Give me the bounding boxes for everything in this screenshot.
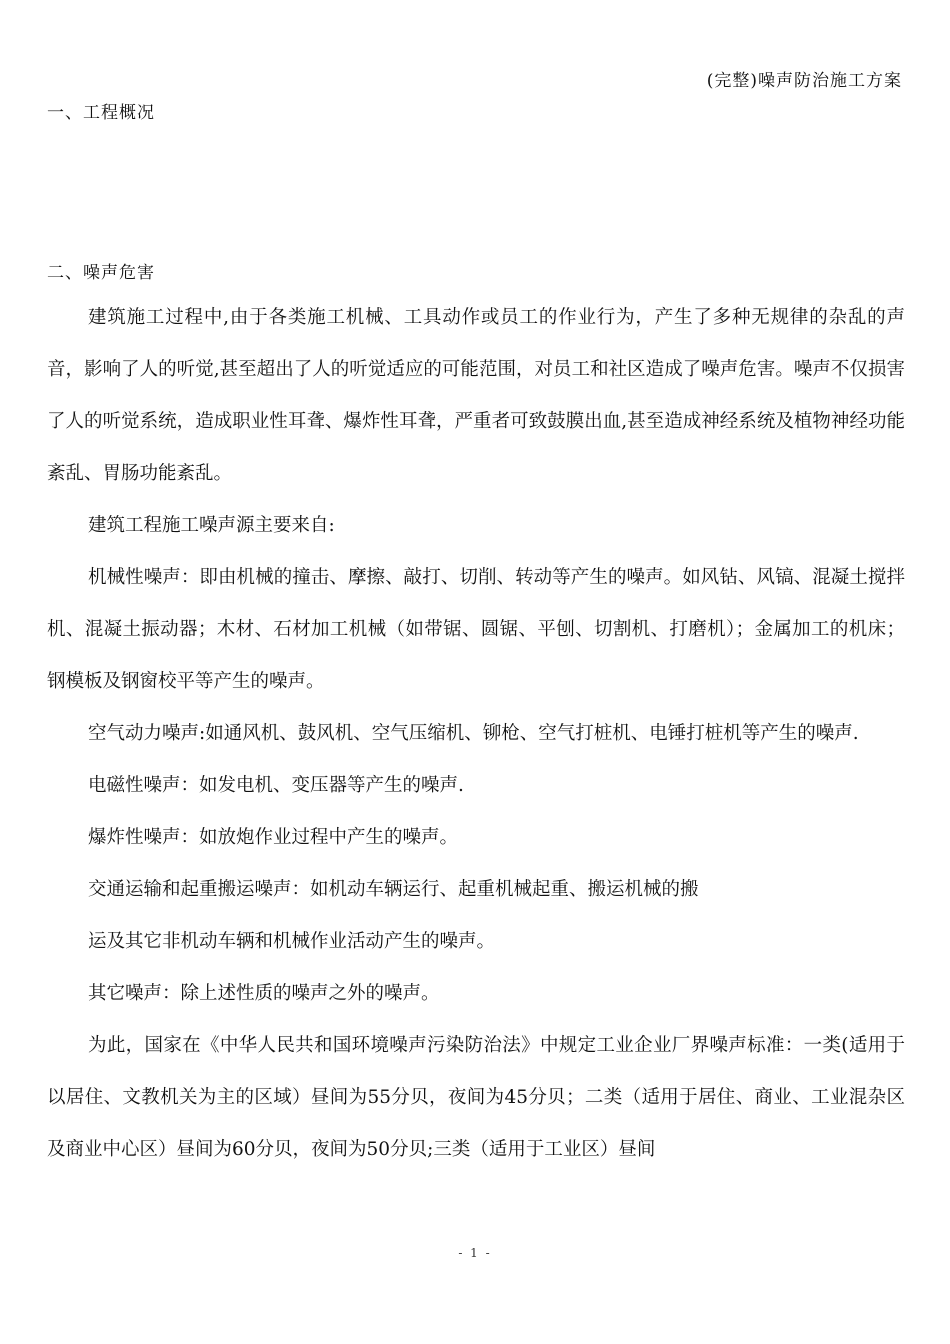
section-heading-noise-hazards: 二、噪声危害 xyxy=(47,263,155,283)
paragraph-aerodynamic-noise: 空气动力噪声:如通风机、鼓风机、空气压缩机、铆枪、空气打桩机、电锤打桩机等产生的噪声. xyxy=(88,723,859,744)
paragraph-electromagnetic-noise: 电磁性噪声：如发电机、变压器等产生的噪声. xyxy=(88,775,464,796)
paragraph-explosive-noise: 爆炸性噪声：如放炮作业过程中产生的噪声。 xyxy=(88,827,459,848)
page-number: - 1 - xyxy=(458,1246,492,1260)
paragraph-other-noise: 其它噪声：除上述性质的噪声之外的噪声。 xyxy=(88,983,440,1004)
paragraph-transport-noise-cont: 运及其它非机动车辆和机械作业活动产生的噪声。 xyxy=(88,931,496,952)
section-heading-project-overview: 一、工程概况 xyxy=(47,103,155,123)
document-header-title: (完整)噪声防治施工方案 xyxy=(706,71,902,91)
paragraph-noise-sources-intro: 建筑工程施工噪声源主要来自: xyxy=(88,515,335,536)
paragraph-noise-standard: 为此，国家在《中华人民共和国环境噪声污染防治法》中规定工业企业厂界噪声标准：一类(适用于以居住、文教机关为主的区域）昼间为55分贝，夜间为45分贝；二类（适用于居住、商业、工业混杂区及商业中心区）昼间为60分贝，夜间为50分贝;三类（适用于工业区）昼间 xyxy=(47,1035,905,1160)
paragraph-transport-noise: 交通运输和起重搬运噪声：如机动车辆运行、起重机械起重、搬运机械的搬 xyxy=(88,879,699,900)
document-body xyxy=(47,292,905,1176)
paragraph-hazard-intro: 建筑施工过程中,由于各类施工机械、工具动作或员工的作业行为，产生了多种无规律的杂乱的声音，影响了人的听觉,甚至超出了人的听觉适应的可能范围，对员工和社区造成了噪声危害。噪声不仅损害了人的听觉系统，造成职业性耳聋、爆炸性耳聋，严重者可致鼓膜出血,甚至造成神经系统及植物神经功能紊乱、胃肠功能紊乱。 xyxy=(47,307,905,484)
paragraph-mechanical-noise: 机械性噪声：即由机械的撞击、摩擦、敲打、切削、转动等产生的噪声。如风钻、风镐、混凝土搅拌机、混凝土振动器；木材、石材加工机械（如带锯、圆锯、平刨、切割机、打磨机）；金属加工的机床；钢模板及钢窗校平等产生的噪声。 xyxy=(47,567,905,692)
